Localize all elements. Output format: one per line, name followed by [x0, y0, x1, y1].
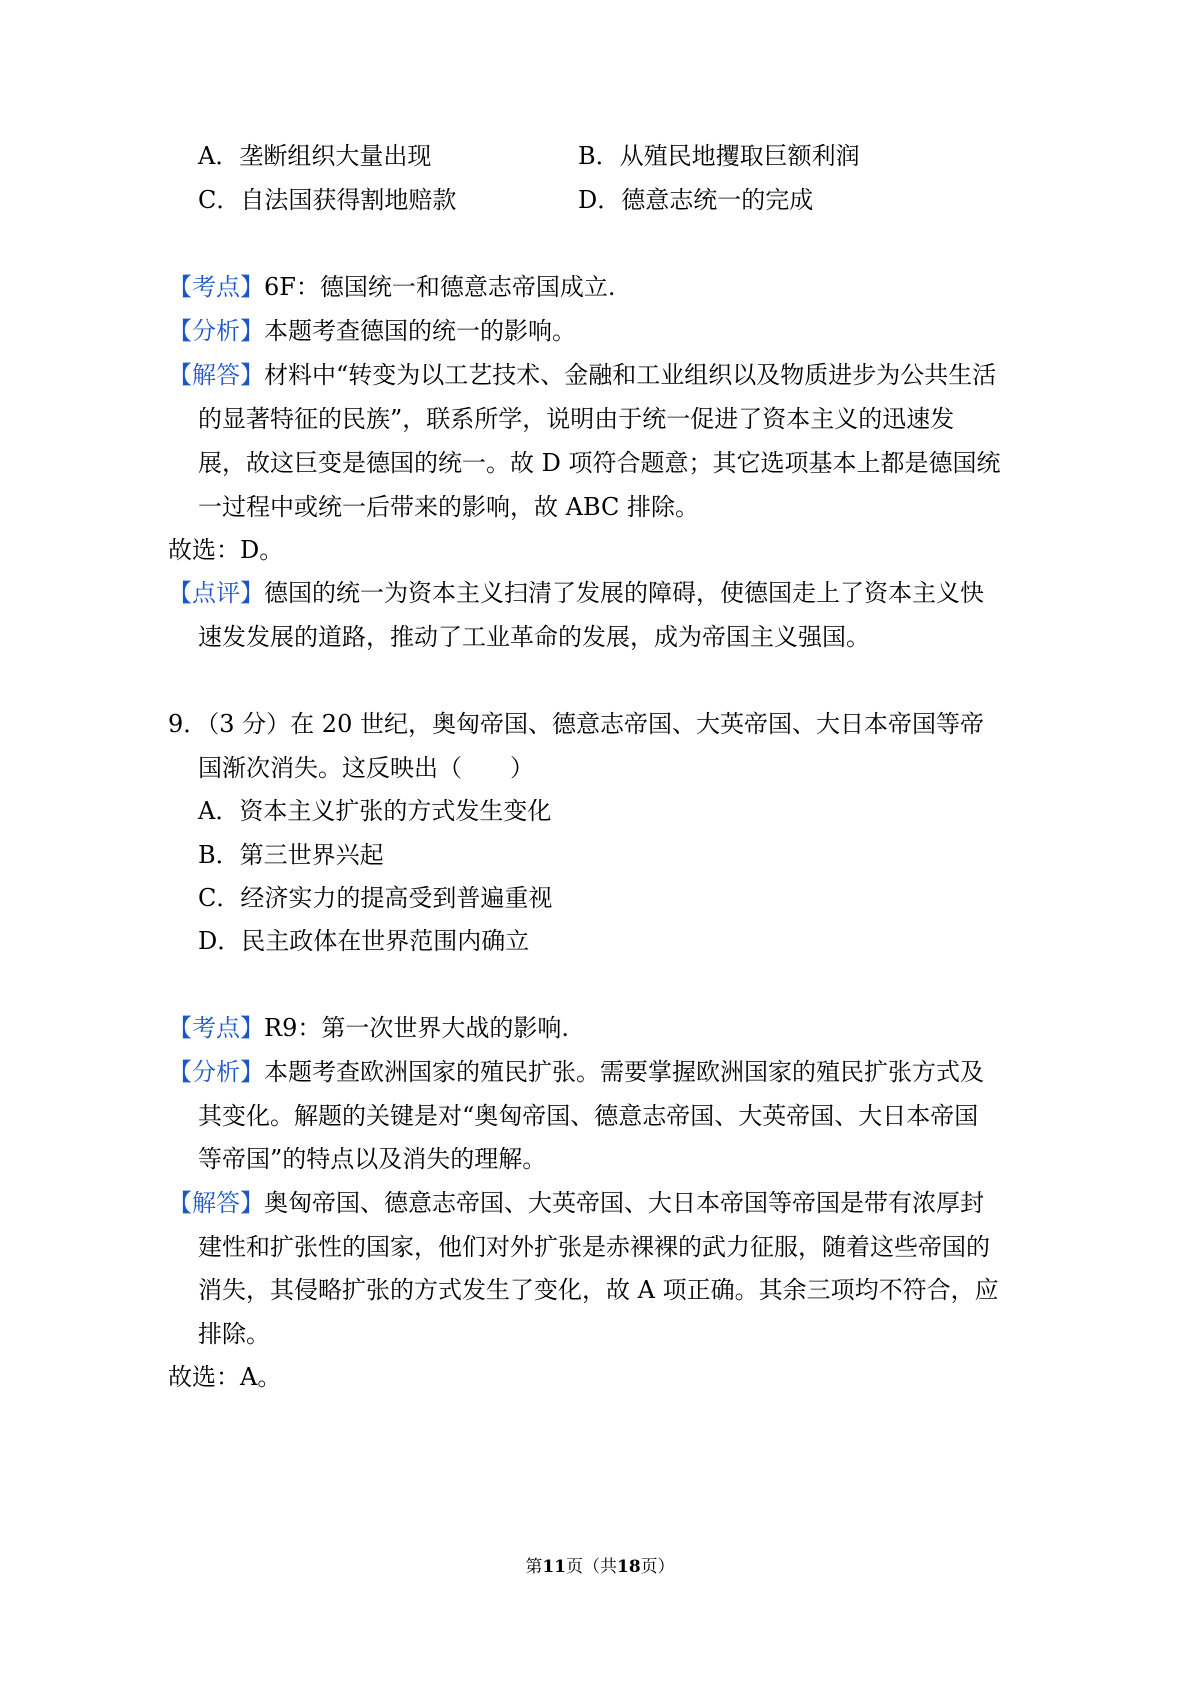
- footer-page-number: 11: [542, 1557, 566, 1577]
- q8-dianping: [168, 576, 984, 610]
- q8-option-b: B．从殖民地攫取巨额利润: [578, 142, 860, 170]
- dianping-line-1: 德国的统一为资本主义扫清了发展的障碍，使德国走上了资本主义快: [264, 579, 984, 607]
- jieda-line-1: 材料中“转变为以工艺技术、金融和工业组织以及物质进步为公共生活: [264, 361, 997, 389]
- q9-jieda-line-3: 消失，其侵略扩张的方式发生了变化，故 A 项正确。其余三项均不符合，应: [198, 1276, 999, 1304]
- q8-jieda-line-3: 展，故这巨变是德国的统一。故 D 项符合题意；其它选项基本上都是德国统: [198, 449, 1001, 477]
- q9-answer: 故选：A。: [168, 1363, 282, 1391]
- q9-jieda: [168, 1186, 984, 1220]
- q9-fenxi-line-3: 等帝国”的特点以及消失的理解。: [198, 1145, 547, 1173]
- q8-jieda: [168, 358, 996, 392]
- q9-jieda-line-2: 建性和扩张性的国家，他们对外扩张是赤裸裸的武力征服，随着这些帝国的: [198, 1233, 990, 1261]
- footer-mid: 页（共: [566, 1557, 617, 1577]
- jieda-tag: 【解答】: [168, 361, 264, 389]
- q9-stem-line-1: 9．（3 分）在 20 世纪，奥匈帝国、德意志帝国、大英帝国、大日本帝国等帝: [168, 710, 984, 738]
- q9-fenxi: [168, 1055, 984, 1089]
- kaodian-tag: 【考点】: [168, 273, 264, 301]
- page-footer: [0, 1555, 1200, 1579]
- footer-total-pages: 18: [617, 1557, 641, 1577]
- kaodian-tag: 【考点】: [168, 1014, 264, 1042]
- q8-dianping-line-2: 速发发展的道路，推动了工业革命的发展，成为帝国主义强国。: [198, 623, 870, 651]
- q8-option-a: A．垄断组织大量出现: [198, 142, 432, 170]
- fenxi-tag: 【分析】: [168, 1058, 264, 1086]
- q9-option-b: B．第三世界兴起: [198, 841, 384, 869]
- q9-option-c: C．经济实力的提高受到普遍重视: [198, 884, 553, 912]
- footer-pre: 第: [525, 1557, 543, 1577]
- fenxi-line-1: 本题考查欧洲国家的殖民扩张。需要掌握欧洲国家的殖民扩张方式及: [264, 1058, 984, 1086]
- fenxi-text: 本题考查德国的统一的影响。: [264, 317, 576, 345]
- q9-option-a: A．资本主义扩张的方式发生变化: [198, 797, 552, 825]
- kaodian-text: R9：第一次世界大战的影响.: [264, 1014, 569, 1042]
- q9-kaodian: [168, 1011, 569, 1045]
- fenxi-tag: 【分析】: [168, 317, 264, 345]
- q8-option-c: C．自法国获得割地赔款: [198, 186, 457, 214]
- jieda-line-1: 奥匈帝国、德意志帝国、大英帝国、大日本帝国等帝国是带有浓厚封: [264, 1189, 984, 1217]
- jieda-tag: 【解答】: [168, 1189, 264, 1217]
- q9-fenxi-line-2: 其变化。解题的关键是对“奥匈帝国、德意志帝国、大英帝国、大日本帝国: [198, 1102, 979, 1130]
- q8-jieda-line-2: 的显著特征的民族”，联系所学，说明由于统一促进了资本主义的迅速发: [198, 405, 955, 433]
- q9-stem-line-2: 国渐次消失。这反映出（ ）: [198, 754, 534, 782]
- q8-fenxi: [168, 314, 576, 348]
- q9-jieda-line-4: 排除。: [198, 1320, 270, 1348]
- q8-answer: 故选：D。: [168, 536, 284, 564]
- q8-kaodian: [168, 270, 616, 304]
- dianping-tag: 【点评】: [168, 579, 264, 607]
- q9-option-d: D．民主政体在世界范围内确立: [198, 927, 530, 955]
- q8-jieda-line-4: 一过程中或统一后带来的影响，故 ABC 排除。: [198, 493, 700, 521]
- kaodian-text: 6F：德国统一和德意志帝国成立.: [264, 273, 616, 301]
- footer-post: 页）: [640, 1557, 675, 1577]
- q8-option-d: D．德意志统一的完成: [578, 186, 814, 214]
